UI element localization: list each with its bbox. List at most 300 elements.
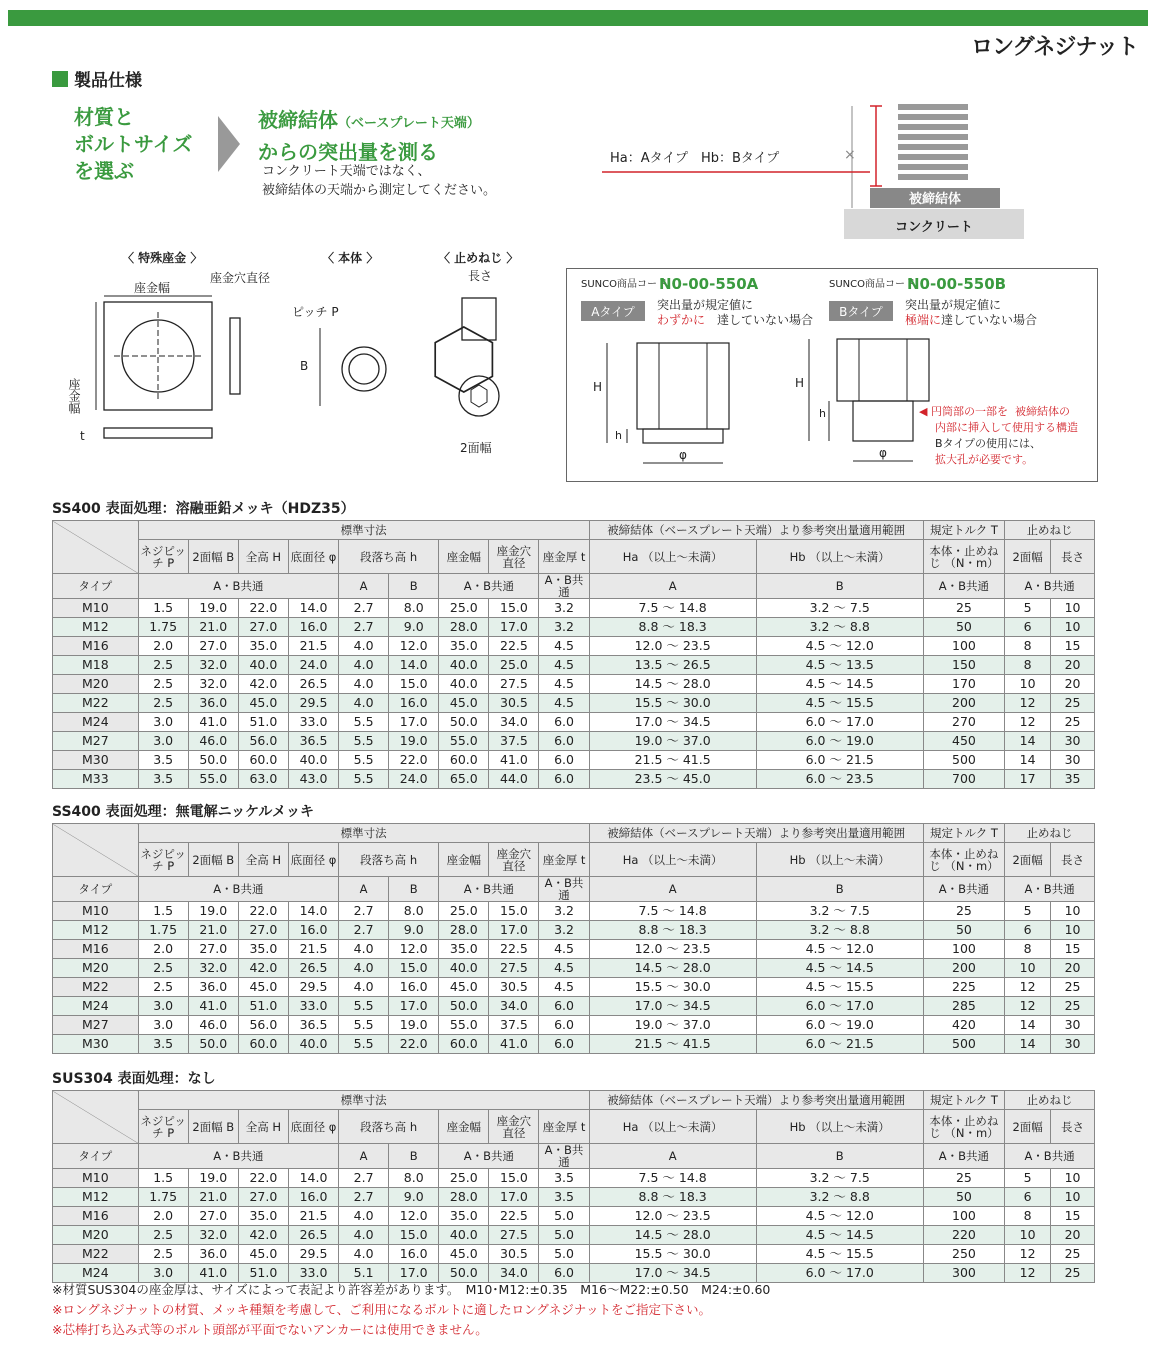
ha-range-cell — [589, 1245, 756, 1264]
size-cell: M12 — [53, 1188, 139, 1207]
bolt-threads — [898, 104, 968, 180]
value-cell: 4.5 — [539, 675, 589, 694]
svg-text:×: × — [844, 147, 856, 163]
size-cell: M12 — [53, 618, 139, 637]
spec-table — [52, 520, 1095, 789]
ha-range-cell — [589, 997, 756, 1016]
header-cell: 被締結体（ベースプレート天端）より参考突出量適用範囲 — [589, 521, 923, 540]
header-cell: 標準寸法 — [138, 521, 589, 540]
value-cell: 21.0 — [188, 1188, 238, 1207]
header-cell: 座金穴 直径 — [489, 843, 539, 877]
range-from: 12.0 — [634, 638, 663, 653]
value-cell: 65.0 — [439, 770, 489, 789]
range-to: 14.8 — [678, 903, 707, 918]
value-cell: 27.0 — [188, 637, 238, 656]
value-cell: 33.0 — [288, 997, 338, 1016]
range-to: 19.0 — [845, 1017, 874, 1032]
value-cell: 63.0 — [238, 770, 288, 789]
value-cell: 25 — [923, 599, 1004, 618]
value-cell: 6.0 — [539, 713, 589, 732]
value-cell: 4.0 — [339, 978, 389, 997]
range-sep: ～ — [662, 960, 683, 975]
value-cell: 35.0 — [439, 637, 489, 656]
range-to: 30.0 — [682, 1246, 711, 1261]
range-sep: ～ — [662, 1246, 683, 1261]
value-cell: 8 — [1005, 1207, 1051, 1226]
range-sep: ～ — [662, 941, 683, 956]
range-to: 23.5 — [845, 771, 874, 786]
ha-range-cell — [589, 732, 756, 751]
header-cell: A・B共通 — [923, 877, 1004, 902]
value-cell: 40.0 — [288, 1035, 338, 1054]
ha-range-cell — [589, 959, 756, 978]
header-cell: 長さ — [1051, 540, 1095, 574]
hb-range-cell — [756, 1245, 923, 1264]
value-cell: 43.0 — [288, 770, 338, 789]
hb-range-cell — [756, 1035, 923, 1054]
value-cell: 4.0 — [339, 656, 389, 675]
header-cell: 全高 H — [238, 843, 288, 877]
value-cell: 27.5 — [489, 959, 539, 978]
value-cell: 37.5 — [489, 732, 539, 751]
value-cell: 17.0 — [489, 921, 539, 940]
parts-drawings — [60, 246, 530, 486]
range-sep: ～ — [829, 600, 850, 615]
b-code-label: SUNCO商品コード — [829, 279, 916, 290]
value-cell: 40.0 — [439, 656, 489, 675]
b-dim-phi: φ — [879, 446, 887, 460]
range-to: 28.0 — [682, 1227, 711, 1242]
value-cell: 45.0 — [238, 694, 288, 713]
step1 — [74, 104, 192, 185]
value-cell: 5 — [1005, 1169, 1051, 1188]
header-cell: A・B共通 — [1005, 877, 1095, 902]
header-cell: 2面幅 — [1005, 540, 1051, 574]
range-from: 3.2 — [809, 1170, 830, 1185]
header-cell: 2面幅 B — [188, 540, 238, 574]
value-cell: 56.0 — [238, 1016, 288, 1035]
ha-range-cell — [589, 675, 756, 694]
body-b-label: B — [300, 359, 309, 373]
value-cell: 56.0 — [238, 732, 288, 751]
washer-t-label: t — [80, 429, 85, 443]
value-cell: 51.0 — [238, 997, 288, 1016]
value-cell: 12 — [1005, 713, 1051, 732]
range-from: 12.0 — [634, 1208, 663, 1223]
value-cell: 12 — [1005, 997, 1051, 1016]
value-cell: 14 — [1005, 1035, 1051, 1054]
value-cell: 2.0 — [138, 1207, 188, 1226]
value-cell: 33.0 — [288, 713, 338, 732]
diagonal-header — [53, 824, 139, 877]
header-cell: 被締結体（ベースプレート天端）より参考突出量適用範囲 — [589, 1091, 923, 1110]
step2-line: 被締結体 — [258, 108, 338, 132]
header-cell: 座金厚 t — [539, 1110, 589, 1144]
value-cell: 41.0 — [489, 1035, 539, 1054]
range-sep: ～ — [829, 1170, 850, 1185]
value-cell: 35.0 — [238, 637, 288, 656]
value-cell: 22.0 — [238, 599, 288, 618]
hb-range-cell — [756, 978, 923, 997]
header-cell: A・B共通 — [1005, 1144, 1095, 1169]
range-to: 8.8 — [849, 1189, 870, 1204]
value-cell: 21.5 — [288, 637, 338, 656]
range-sep: ～ — [829, 903, 850, 918]
value-cell: 40.0 — [238, 656, 288, 675]
hb-range-cell — [756, 959, 923, 978]
value-cell: 27.0 — [238, 1188, 288, 1207]
value-cell: 2.5 — [138, 675, 188, 694]
value-cell: 50.0 — [188, 1035, 238, 1054]
range-sep: ～ — [662, 1265, 683, 1280]
range-from: 3.2 — [809, 1189, 830, 1204]
range-sep: ～ — [662, 1017, 683, 1032]
range-sep: ～ — [825, 960, 846, 975]
range-to: 17.0 — [845, 998, 874, 1013]
value-cell: 46.0 — [188, 1016, 238, 1035]
table-row — [53, 751, 1095, 770]
header-cell: ネジピッチ P — [138, 1110, 188, 1144]
washer-side-label: 座金幅 — [67, 378, 81, 414]
header-cell: A・B共通 — [539, 877, 589, 902]
washer-title: 〈 特殊座金 〉 — [122, 251, 203, 265]
value-cell: 32.0 — [188, 675, 238, 694]
value-cell: 40.0 — [439, 959, 489, 978]
size-cell: M27 — [53, 732, 139, 751]
table-row — [53, 1226, 1095, 1245]
value-cell: 35.0 — [439, 940, 489, 959]
value-cell: 19.0 — [389, 1016, 439, 1035]
value-cell: 30 — [1051, 1016, 1095, 1035]
range-to: 41.5 — [682, 752, 711, 767]
value-cell: 42.0 — [238, 1226, 288, 1245]
range-to: 14.8 — [678, 600, 707, 615]
value-cell: 8 — [1005, 637, 1051, 656]
value-cell: 2.7 — [339, 902, 389, 921]
hb-range-cell — [756, 770, 923, 789]
header-cell: A — [339, 877, 389, 902]
value-cell: 5 — [1005, 599, 1051, 618]
table-row — [53, 1016, 1095, 1035]
a-dim-phi: φ — [679, 448, 687, 462]
ha-range-cell — [589, 713, 756, 732]
value-cell: 14 — [1005, 751, 1051, 770]
value-cell: 44.0 — [489, 770, 539, 789]
value-cell: 50 — [923, 1188, 1004, 1207]
range-to: 41.5 — [682, 1036, 711, 1051]
header-cell: A・B共通 — [1005, 574, 1095, 599]
value-cell: 4.5 — [539, 940, 589, 959]
value-cell: 30 — [1051, 751, 1095, 770]
range-sep: ～ — [825, 657, 846, 672]
header-cell: 段落ち高 h — [339, 843, 439, 877]
value-cell: 17.0 — [389, 1264, 439, 1283]
value-cell: 50.0 — [439, 1264, 489, 1283]
range-to: 23.5 — [682, 1208, 711, 1223]
header-cell: Ha （以上～未満） — [589, 540, 756, 574]
value-cell: 9.0 — [389, 1188, 439, 1207]
range-to: 23.5 — [682, 638, 711, 653]
header-cell: B — [389, 1144, 439, 1169]
value-cell: 12.0 — [389, 1207, 439, 1226]
washer-width-label: 座金幅 — [134, 281, 171, 295]
value-cell: 40.0 — [439, 1226, 489, 1245]
range-sep: ～ — [658, 1189, 679, 1204]
value-cell: 6.0 — [539, 1035, 589, 1054]
value-cell: 2.5 — [138, 656, 188, 675]
value-cell: 60.0 — [238, 751, 288, 770]
value-cell: 3.0 — [138, 1016, 188, 1035]
value-cell: 100 — [923, 940, 1004, 959]
range-from: 7.5 — [638, 600, 659, 615]
hb-range-cell — [756, 732, 923, 751]
chevron-right-icon — [218, 116, 240, 172]
value-cell: 4.0 — [339, 637, 389, 656]
b-desc: 突出量が規定値に — [905, 298, 1002, 312]
range-from: 6.0 — [805, 1265, 826, 1280]
value-cell: 29.5 — [288, 978, 338, 997]
value-cell: 4.0 — [339, 1207, 389, 1226]
value-cell: 4.5 — [539, 959, 589, 978]
value-cell: 3.2 — [539, 921, 589, 940]
header-cell: A・B共通 — [439, 574, 539, 599]
step1-line: を選ぶ — [74, 159, 134, 183]
value-cell: 16.0 — [288, 921, 338, 940]
range-sep: ～ — [825, 733, 846, 748]
value-cell: 24.0 — [389, 770, 439, 789]
range-from: 8.8 — [638, 922, 659, 937]
size-cell: M16 — [53, 1207, 139, 1226]
value-cell: 4.5 — [539, 656, 589, 675]
range-sep: ～ — [825, 941, 846, 956]
range-to: 13.5 — [845, 657, 874, 672]
header-cell: 座金幅 — [439, 1110, 489, 1144]
value-cell: 4.0 — [339, 959, 389, 978]
value-cell: 16.0 — [389, 978, 439, 997]
value-cell: 25 — [1051, 713, 1095, 732]
value-cell: 3.5 — [539, 1188, 589, 1207]
header-cell: Hb （以上～未満） — [756, 1110, 923, 1144]
header-cell: A — [589, 1144, 756, 1169]
range-to: 17.0 — [845, 1265, 874, 1280]
header-cell: 座金幅 — [439, 843, 489, 877]
table-row — [53, 940, 1095, 959]
value-cell: 3.0 — [138, 997, 188, 1016]
a-desc: 突出量が規定値に — [657, 298, 754, 312]
value-cell: 25 — [1051, 694, 1095, 713]
step1-line: 材質と — [74, 105, 134, 129]
range-to: 12.0 — [845, 941, 874, 956]
table-row — [53, 997, 1095, 1016]
value-cell: 6.0 — [539, 770, 589, 789]
header-cell: 座金厚 t — [539, 540, 589, 574]
range-from: 6.0 — [805, 733, 826, 748]
range-sep: ～ — [825, 1017, 846, 1032]
size-cell: M10 — [53, 902, 139, 921]
range-to: 30.0 — [682, 695, 711, 710]
table-row — [53, 618, 1095, 637]
size-cell: M16 — [53, 637, 139, 656]
setscrew-top — [459, 376, 499, 416]
value-cell: 5 — [1005, 902, 1051, 921]
hb-range-cell — [756, 637, 923, 656]
size-cell: M22 — [53, 978, 139, 997]
value-cell: 10 — [1051, 618, 1095, 637]
range-to: 12.0 — [845, 638, 874, 653]
hb-range-cell — [756, 940, 923, 959]
ha-range-cell — [589, 978, 756, 997]
value-cell: 29.5 — [288, 1245, 338, 1264]
value-cell: 27.5 — [489, 675, 539, 694]
value-cell: 100 — [923, 1207, 1004, 1226]
ha-range-cell — [589, 618, 756, 637]
value-cell: 12 — [1005, 1245, 1051, 1264]
range-to: 21.5 — [845, 1036, 874, 1051]
value-cell: 25 — [1051, 997, 1095, 1016]
table-row — [53, 1035, 1095, 1054]
ha-range-cell — [589, 656, 756, 675]
value-cell: 40.0 — [439, 675, 489, 694]
value-cell: 36.0 — [188, 978, 238, 997]
range-sep: ～ — [829, 619, 850, 634]
header-cell: 全高 H — [238, 540, 288, 574]
header-cell: A・B共通 — [138, 1144, 338, 1169]
value-cell: 22.0 — [238, 1169, 288, 1188]
value-cell: 6 — [1005, 618, 1051, 637]
value-cell: 15.0 — [489, 1169, 539, 1188]
value-cell: 300 — [923, 1264, 1004, 1283]
value-cell: 12 — [1005, 694, 1051, 713]
value-cell: 22.5 — [489, 940, 539, 959]
note-3: ※芯棒打ち込み式等のボルト頭部が平面でないアンカーには使用できません。 — [52, 1322, 488, 1337]
value-cell: 36.5 — [288, 1016, 338, 1035]
header-cell: 2面幅 B — [188, 843, 238, 877]
header-cell: 止めねじ — [1005, 824, 1095, 843]
value-cell: 4.0 — [339, 940, 389, 959]
step2-line: からの突出量を測る — [258, 140, 438, 164]
header-cell: 本体・止めねじ （N・m） — [923, 843, 1004, 877]
value-cell: 55.0 — [439, 1016, 489, 1035]
value-cell: 32.0 — [188, 656, 238, 675]
table-row — [53, 902, 1095, 921]
size-cell: M24 — [53, 1264, 139, 1283]
table-row — [53, 978, 1095, 997]
size-cell: M24 — [53, 997, 139, 1016]
ha-range-cell — [589, 940, 756, 959]
value-cell: 2.7 — [339, 1188, 389, 1207]
table-row — [53, 675, 1095, 694]
value-cell: 36.5 — [288, 732, 338, 751]
value-cell: 5.1 — [339, 1264, 389, 1283]
hb-range-cell — [756, 599, 923, 618]
value-cell: 5.5 — [339, 751, 389, 770]
range-to: 7.5 — [849, 600, 870, 615]
value-cell: 16.0 — [389, 1245, 439, 1264]
value-cell: 14 — [1005, 732, 1051, 751]
step2-note — [262, 162, 496, 200]
b-code: N0-00-550B — [907, 275, 1007, 293]
value-cell: 2.5 — [138, 959, 188, 978]
range-from: 21.5 — [634, 752, 663, 767]
value-cell: 6.0 — [539, 1016, 589, 1035]
table-row — [53, 1169, 1095, 1188]
value-cell: 42.0 — [238, 675, 288, 694]
range-to: 37.0 — [682, 733, 711, 748]
setscrew-length-label: 長さ — [468, 269, 493, 283]
value-cell: 20 — [1051, 1226, 1095, 1245]
a-code-label: SUNCO商品コード — [581, 279, 668, 290]
value-cell: 200 — [923, 694, 1004, 713]
value-cell: 36.0 — [188, 694, 238, 713]
value-cell: 55.0 — [188, 770, 238, 789]
range-to: 37.0 — [682, 1017, 711, 1032]
table-row — [53, 1245, 1095, 1264]
a-dim-h: h — [615, 429, 622, 442]
size-cell: M30 — [53, 1035, 139, 1054]
value-cell: 25 — [923, 902, 1004, 921]
value-cell: 2.5 — [138, 1226, 188, 1245]
value-cell: 15.0 — [489, 902, 539, 921]
value-cell: 225 — [923, 978, 1004, 997]
value-cell: 8.0 — [389, 599, 439, 618]
value-cell: 45.0 — [439, 1245, 489, 1264]
header-cell: タイプ — [53, 1144, 139, 1169]
value-cell: 15.0 — [489, 599, 539, 618]
header-cell: A・B共通 — [439, 1144, 539, 1169]
value-cell: 3.5 — [138, 770, 188, 789]
header-cell: 規定トルク T — [923, 1091, 1004, 1110]
value-cell: 3.2 — [539, 618, 589, 637]
value-cell: 60.0 — [439, 751, 489, 770]
value-cell: 9.0 — [389, 618, 439, 637]
value-cell: 3.0 — [138, 732, 188, 751]
value-cell: 2.5 — [138, 694, 188, 713]
range-sep: ～ — [658, 903, 679, 918]
range-to: 14.8 — [678, 1170, 707, 1185]
range-to: 12.0 — [845, 1208, 874, 1223]
header-cell: A・B共通 — [138, 877, 338, 902]
header-cell: A・B共通 — [923, 1144, 1004, 1169]
range-sep: ～ — [829, 922, 850, 937]
range-sep: ～ — [662, 657, 683, 672]
range-from: 3.2 — [809, 922, 830, 937]
range-to: 28.0 — [682, 676, 711, 691]
header-cell: タイプ — [53, 877, 139, 902]
note-line: 被締結体の天端から測定してください。 — [262, 183, 497, 198]
range-from: 8.8 — [638, 1189, 659, 1204]
range-from: 13.5 — [634, 657, 663, 672]
value-cell: 60.0 — [238, 1035, 288, 1054]
range-sep: ～ — [658, 922, 679, 937]
size-cell: M22 — [53, 1245, 139, 1264]
value-cell: 5.0 — [539, 1207, 589, 1226]
range-sep: ～ — [662, 676, 683, 691]
value-cell: 15 — [1051, 1207, 1095, 1226]
table-row — [53, 713, 1095, 732]
b-note: 拡大孔が必要です。 — [935, 453, 1034, 466]
value-cell: 220 — [923, 1226, 1004, 1245]
value-cell: 5.5 — [339, 997, 389, 1016]
value-cell: 4.5 — [539, 637, 589, 656]
range-to: 15.5 — [845, 695, 874, 710]
value-cell: 12.0 — [389, 940, 439, 959]
value-cell: 34.0 — [489, 1264, 539, 1283]
value-cell: 3.2 — [539, 902, 589, 921]
range-sep: ～ — [662, 733, 683, 748]
value-cell: 51.0 — [238, 713, 288, 732]
step1-line: ボルトサイズ — [74, 132, 193, 156]
value-cell: 14.0 — [288, 1169, 338, 1188]
